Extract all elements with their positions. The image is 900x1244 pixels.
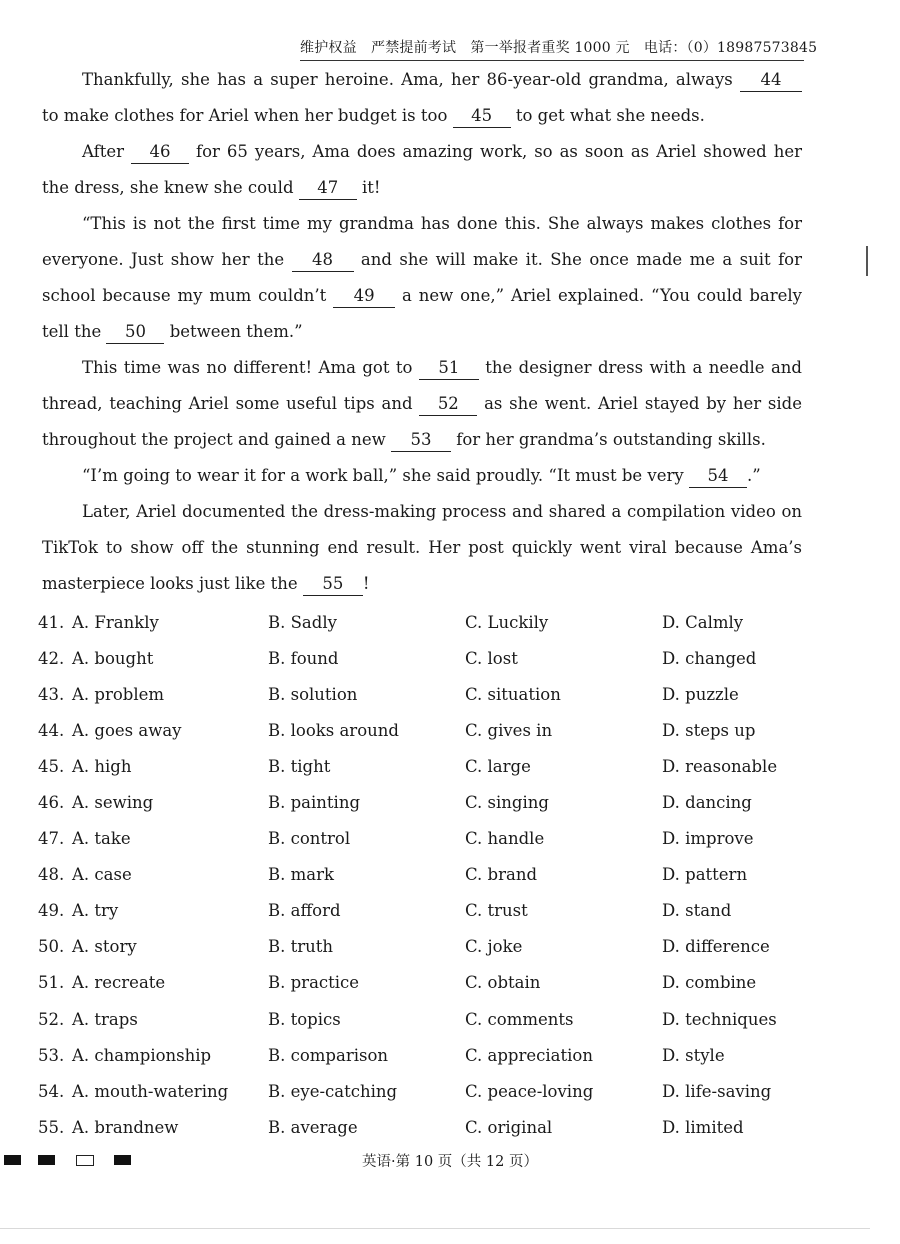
option-b: B. truth bbox=[268, 937, 334, 957]
option-b: B. eye-catching bbox=[268, 1081, 398, 1101]
option-b: B. control bbox=[268, 829, 351, 849]
option-d: D. reasonable bbox=[662, 756, 778, 776]
option-d: D. difference bbox=[662, 937, 770, 957]
option-a: A. story bbox=[72, 937, 137, 957]
blank-46: 46 bbox=[131, 141, 189, 164]
passage-paragraph bbox=[42, 134, 802, 206]
option-c: C. large bbox=[465, 756, 531, 776]
option-a: A. championship bbox=[72, 1045, 212, 1065]
question-row bbox=[38, 821, 818, 857]
option-d: D. style bbox=[662, 1045, 725, 1065]
option-d: D. dancing bbox=[662, 793, 752, 813]
option-a: A. goes away bbox=[72, 720, 182, 740]
question-number: 43. bbox=[38, 684, 65, 704]
question-number: 53. bbox=[38, 1045, 65, 1065]
blank-45: 45 bbox=[453, 105, 511, 128]
blank-54: 54 bbox=[689, 465, 747, 488]
passage-paragraph bbox=[42, 350, 802, 458]
passage-paragraph bbox=[42, 62, 802, 134]
option-d: D. steps up bbox=[662, 720, 756, 740]
question-number: 48. bbox=[38, 865, 65, 885]
passage-text: as she went. Ariel stayed by her side throughout the project and gained a new bbox=[42, 394, 802, 449]
option-b: B. topics bbox=[268, 1009, 341, 1029]
question-row bbox=[38, 604, 818, 640]
option-d: D. techniques bbox=[662, 1009, 777, 1029]
option-b: B. tight bbox=[268, 756, 331, 776]
option-b: B. solution bbox=[268, 684, 358, 704]
question-row bbox=[38, 929, 818, 965]
question-row bbox=[38, 1001, 818, 1037]
passage-text: After bbox=[82, 142, 132, 161]
option-c: C. original bbox=[465, 1117, 553, 1137]
option-c: C. obtain bbox=[465, 973, 541, 993]
blank-50: 50 bbox=[106, 321, 164, 344]
question-row bbox=[38, 1037, 818, 1073]
blank-49: 49 bbox=[333, 285, 395, 308]
option-a: A. try bbox=[72, 901, 119, 921]
blank-44: 44 bbox=[740, 69, 802, 92]
passage-text: between them.” bbox=[164, 322, 303, 341]
option-b: B. painting bbox=[268, 793, 361, 813]
passage-paragraph bbox=[42, 206, 802, 350]
option-d: D. improve bbox=[662, 829, 754, 849]
option-d: D. pattern bbox=[662, 865, 748, 885]
option-d: D. Calmly bbox=[662, 612, 744, 632]
question-number: 44. bbox=[38, 720, 65, 740]
option-c: C. singing bbox=[465, 793, 549, 813]
option-a: A. high bbox=[72, 756, 132, 776]
option-c: C. handle bbox=[465, 829, 545, 849]
question-row bbox=[38, 857, 818, 893]
passage-text: for her grandma’s outstanding skills. bbox=[450, 430, 766, 449]
option-c: C. gives in bbox=[465, 720, 553, 740]
passage-text: Thankfully, she has a super heroine. Ama, her 86-year-old grandma, always bbox=[82, 70, 740, 89]
option-b: B. average bbox=[268, 1117, 358, 1137]
option-c: C. appreciation bbox=[465, 1045, 593, 1065]
option-c: C. Luckily bbox=[465, 612, 549, 632]
passage-text: for 65 years, Ama does amazing work, so as soon as Ariel showed her the dress, she knew she could bbox=[42, 142, 802, 197]
question-row bbox=[38, 640, 818, 676]
option-a: A. Frankly bbox=[72, 612, 159, 632]
header-notice: 维护权益 严禁提前考试 第一举报者重奖 1000 元 电话：（0）18987573845 bbox=[300, 40, 818, 56]
question-row bbox=[38, 784, 818, 820]
passage-text: This time was no different! Ama got to bbox=[82, 358, 419, 377]
option-d: D. puzzle bbox=[662, 684, 739, 704]
passage-text: “I’m going to wear it for a work ball,” she said proudly. “It must be very bbox=[82, 466, 689, 485]
passage-text: ! bbox=[362, 574, 370, 593]
page-header bbox=[300, 34, 818, 61]
option-b: B. afford bbox=[268, 901, 341, 921]
passage-text: and she will make it. She once made me a suit for school because my mum couldn’t bbox=[42, 250, 802, 305]
option-c: C. peace-loving bbox=[465, 1081, 594, 1101]
bottom-rule bbox=[0, 1228, 870, 1229]
option-d: D. limited bbox=[662, 1117, 744, 1137]
option-c: C. lost bbox=[465, 648, 518, 668]
passage-text: Later, Ariel documented the dress-making process and shared a compilation video on TikTok to show off the stunning end result. Her post quickly went viral because Ama’s masterpiece looks just like the bbox=[42, 502, 802, 593]
question-row bbox=[38, 965, 818, 1001]
option-a: A. traps bbox=[72, 1009, 138, 1029]
answer-options bbox=[38, 604, 818, 1145]
question-number: 45. bbox=[38, 756, 65, 776]
passage-text: it! bbox=[356, 178, 381, 197]
option-a: A. mouth-watering bbox=[72, 1081, 229, 1101]
passage-text: .” bbox=[746, 466, 761, 485]
blank-48: 48 bbox=[292, 249, 354, 272]
option-c: C. brand bbox=[465, 865, 538, 885]
blank-51: 51 bbox=[419, 357, 479, 380]
option-d: D. stand bbox=[662, 901, 732, 921]
option-b: B. comparison bbox=[268, 1045, 389, 1065]
passage-text: “This is not the first time my grandma has done this. She always makes clothes for everyone. Just show her the bbox=[42, 214, 802, 269]
question-number: 50. bbox=[38, 937, 65, 957]
passage-text: to get what she needs. bbox=[510, 106, 705, 125]
passage-paragraph bbox=[42, 494, 802, 602]
option-b: B. found bbox=[268, 648, 339, 668]
question-number: 55. bbox=[38, 1117, 65, 1137]
question-row bbox=[38, 1073, 818, 1109]
option-a: A. sewing bbox=[72, 793, 154, 813]
option-d: D. life-saving bbox=[662, 1081, 772, 1101]
option-b: B. mark bbox=[268, 865, 334, 885]
option-c: C. situation bbox=[465, 684, 561, 704]
option-a: A. recreate bbox=[72, 973, 166, 993]
option-b: B. Sadly bbox=[268, 612, 337, 632]
option-a: A. problem bbox=[72, 684, 165, 704]
option-c: C. comments bbox=[465, 1009, 574, 1029]
question-number: 49. bbox=[38, 901, 65, 921]
passage-paragraph bbox=[42, 458, 802, 494]
page-footer: 英语·第 10 页（共 12 页） bbox=[362, 1154, 538, 1170]
question-row bbox=[38, 748, 818, 784]
option-b: B. looks around bbox=[268, 720, 399, 740]
question-number: 51. bbox=[38, 973, 65, 993]
option-a: A. brandnew bbox=[72, 1117, 179, 1137]
blank-55: 55 bbox=[303, 573, 363, 596]
question-number: 41. bbox=[38, 612, 65, 632]
question-number: 54. bbox=[38, 1081, 65, 1101]
question-row bbox=[38, 1109, 818, 1145]
passage-text: a new one,” Ariel explained. “You could barely tell the bbox=[42, 286, 802, 341]
option-b: B. practice bbox=[268, 973, 360, 993]
option-c: C. trust bbox=[465, 901, 528, 921]
passage-text: to make clothes for Ariel when her budget is too bbox=[42, 106, 453, 125]
cloze-passage bbox=[42, 62, 802, 602]
blank-52: 52 bbox=[419, 393, 477, 416]
option-d: D. changed bbox=[662, 648, 757, 668]
option-a: A. case bbox=[72, 865, 132, 885]
question-number: 47. bbox=[38, 829, 65, 849]
blank-47: 47 bbox=[299, 177, 357, 200]
margin-mark bbox=[866, 246, 868, 276]
question-number: 46. bbox=[38, 793, 65, 813]
question-row bbox=[38, 893, 818, 929]
passage-text: the designer dress with a needle and thread, teaching Ariel some useful tips and bbox=[42, 358, 802, 413]
option-d: D. combine bbox=[662, 973, 757, 993]
question-row bbox=[38, 712, 818, 748]
question-number: 52. bbox=[38, 1009, 65, 1029]
blank-53: 53 bbox=[391, 429, 451, 452]
option-a: A. take bbox=[72, 829, 131, 849]
question-row bbox=[38, 676, 818, 712]
option-c: C. joke bbox=[465, 937, 523, 957]
question-number: 42. bbox=[38, 648, 65, 668]
option-a: A. bought bbox=[72, 648, 154, 668]
